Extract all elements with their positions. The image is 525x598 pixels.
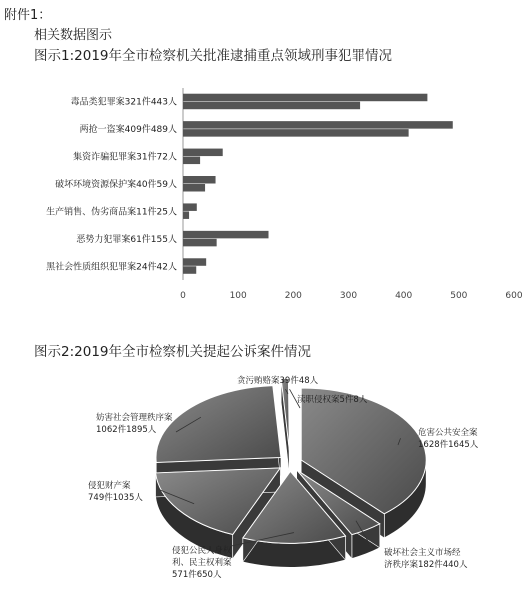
pie-slice-label: 危害公共安全案: [418, 428, 478, 438]
category-label: 破坏环境资源保护案40件59人: [55, 180, 177, 190]
category-label: 生产销售、伪劣商品案11件25人: [46, 207, 177, 218]
bar-4-series-0: [183, 203, 197, 211]
pie-slice-label: 1628件1645人: [418, 440, 479, 450]
pie-slice-label: 渎职侵权案5件8人: [297, 395, 368, 405]
pie-slice-label: 妨害社会管理秩序案: [96, 413, 173, 423]
bar-5-series-0: [183, 231, 269, 239]
bar-5-series-1: [183, 239, 217, 247]
pie-slice-label: 破坏社会主义市场经: [384, 548, 461, 558]
x-tick-label: 400: [395, 291, 413, 301]
bar-3-series-0: [183, 176, 216, 184]
bar-6-series-1: [183, 266, 196, 274]
section-title: 相关数据图示: [34, 28, 113, 43]
x-tick-label: 500: [450, 291, 468, 301]
x-tick-label: 100: [229, 291, 247, 301]
pie-chart: [88, 375, 479, 580]
pie-slice-label: 1062件1895人: [96, 425, 157, 435]
bar-0-series-0: [183, 94, 427, 102]
pie-slice-label: 侵犯财产案: [88, 481, 131, 491]
category-label: 黑社会性质组织犯罪案24件42人: [46, 262, 177, 273]
pie-slice-label: 贪污贿赂案39件48人: [237, 376, 319, 386]
bar-2-series-0: [183, 149, 223, 157]
bar-chart: [46, 88, 523, 301]
pie-slice-label: 749件1035人: [88, 493, 143, 503]
x-tick-label: 600: [505, 291, 523, 301]
bar-6-series-0: [183, 258, 206, 266]
x-tick-label: 200: [284, 291, 302, 301]
figure-2-title: 图示2:2019年全市检察机关提起公诉案件情况: [34, 344, 311, 360]
bar-1-series-0: [183, 121, 453, 128]
pie-slice-label: 侵犯公民人身权: [172, 546, 232, 556]
figure-1-title: 图示1:2019年全市检察机关批准逮捕重点领域刑事犯罪情况: [34, 48, 392, 64]
x-tick-label: 300: [339, 291, 358, 301]
bar-1-series-1: [183, 129, 409, 137]
category-label: 集资诈骗犯罪案31件72人: [73, 152, 177, 163]
pie-slice-top: [156, 386, 281, 463]
category-label: 两抢一盗案409件489人: [79, 125, 177, 136]
pie-slice-label: 利、民主权利案: [172, 558, 232, 568]
category-label: 恶势力犯罪案61件155人: [76, 234, 177, 245]
category-label: 毒品类犯罪案321件443人: [70, 97, 177, 108]
bar-4-series-1: [183, 211, 189, 219]
attachment-label: 附件1：: [4, 8, 52, 23]
pie-slice-5: [281, 378, 289, 474]
bar-2-series-1: [183, 157, 200, 165]
pie-slice-label: 571件650人: [172, 570, 222, 580]
bar-0-series-1: [183, 102, 360, 110]
pie-slice-label: 济秩序案182件440人: [384, 560, 468, 570]
bar-3-series-1: [183, 184, 205, 192]
x-tick-label: 0: [180, 291, 186, 301]
